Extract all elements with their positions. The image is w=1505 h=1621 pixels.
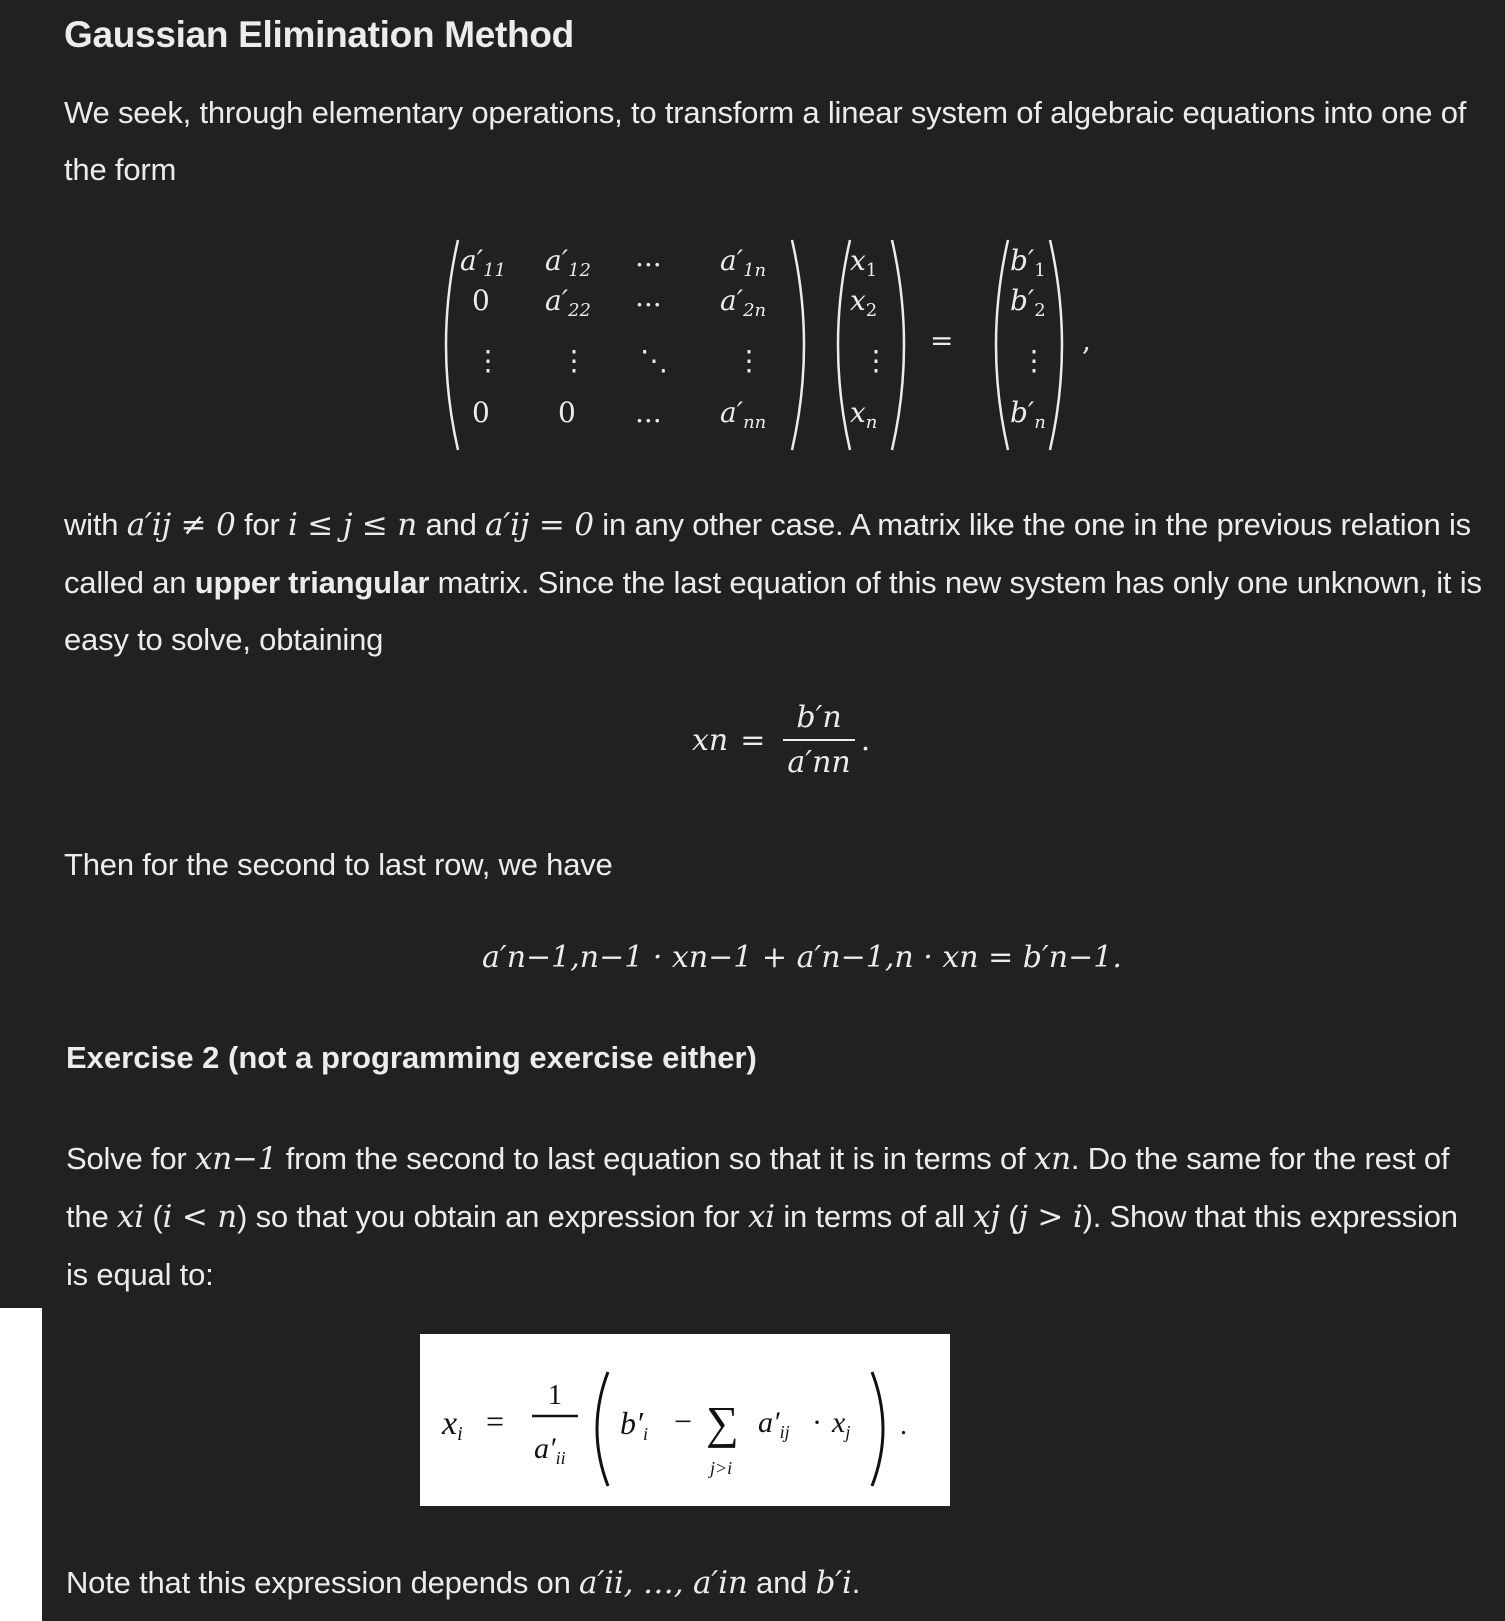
eq-xn-lhs: xn bbox=[692, 722, 729, 758]
rhs-vdots: ⋮ bbox=[1020, 344, 1048, 377]
left-paren-rhs bbox=[996, 240, 1008, 450]
math-xj: xj bbox=[973, 1199, 1000, 1235]
cell-a1n: $a'_{1n}$ bbox=[720, 244, 767, 281]
text-run: with bbox=[64, 507, 127, 542]
triangular-paragraph bbox=[64, 496, 1504, 668]
box-dot: · bbox=[812, 1406, 822, 1439]
box-equals: = bbox=[486, 1403, 505, 1439]
math-j-greater-i: j > i bbox=[1018, 1199, 1083, 1235]
cell-a2n: $a'_{2n}$ bbox=[720, 284, 767, 321]
boxed-formula bbox=[420, 1334, 950, 1506]
right-paren-unknowns bbox=[892, 240, 904, 450]
text-run: in any other case. A matrix like the one in the previous relation is called an bbox=[64, 507, 1471, 600]
cell-a12: $a'_{12}$ bbox=[545, 244, 591, 281]
box-numerator: 1 bbox=[548, 1380, 562, 1411]
math-coefficients: a′ii, …, a′in bbox=[579, 1565, 748, 1601]
box-period: . bbox=[900, 1410, 907, 1441]
note-paragraph bbox=[66, 1554, 860, 1612]
intro-paragraph: We seek, through elementary operations, to transform a linear system of algebraic equations into one of the form bbox=[64, 95, 1467, 187]
cell-ddots: ⋱ bbox=[640, 344, 668, 377]
cell-a11: $a'_{11}$ bbox=[460, 244, 506, 281]
text-run: . bbox=[851, 1565, 861, 1600]
rhs-bn: $b'_n$ bbox=[1010, 396, 1046, 433]
text-run: matrix. Since the last equation of this new system has only one unknown, it is easy to solve, obtaining bbox=[64, 565, 1482, 657]
cell-zero-21: 0 bbox=[472, 284, 490, 317]
box-minus: − bbox=[674, 1403, 693, 1439]
math-b-i: b′i bbox=[815, 1565, 852, 1601]
comma: , bbox=[1082, 324, 1091, 357]
text-run: in terms of all bbox=[774, 1199, 974, 1234]
text-run: from the second to last equation so that it is in terms of bbox=[277, 1141, 1034, 1176]
cell-dots-2: ... bbox=[635, 280, 662, 313]
text-run: for bbox=[235, 507, 289, 542]
cell-vdots-2: ⋮ bbox=[560, 344, 588, 377]
math-i-less-n: i < n bbox=[162, 1199, 238, 1235]
math-xn: xn bbox=[1033, 1141, 1071, 1177]
unknown-x1: $x_1$ bbox=[850, 244, 878, 281]
cell-zero-n2: 0 bbox=[558, 396, 576, 429]
equals-sign: = bbox=[930, 324, 954, 357]
right-paren-rhs bbox=[1050, 240, 1062, 450]
eq-xn-fraction bbox=[783, 700, 854, 780]
cell-dots-n: ... bbox=[635, 396, 662, 429]
second-row-intro: Then for the second to last row, we have bbox=[64, 847, 613, 882]
eq-xn-numerator: b′n bbox=[796, 700, 842, 735]
text-run: Note that this expression depends on bbox=[66, 1565, 580, 1600]
rhs-b1: $b'_1$ bbox=[1010, 244, 1046, 281]
text-run: ) so that you obtain an expression for bbox=[237, 1199, 748, 1234]
exercise-paragraph bbox=[66, 1130, 1486, 1303]
box-b-i: b′i bbox=[620, 1405, 649, 1444]
box-sum-index: j>i bbox=[710, 1458, 733, 1478]
text-run: ). Show that this expression is equal to: bbox=[66, 1199, 1458, 1292]
unknown-x2: $x_2$ bbox=[850, 284, 878, 321]
cell-dots-1: ... bbox=[635, 240, 662, 273]
math-xn-1: xn−1 bbox=[194, 1141, 278, 1177]
text-run: ( bbox=[999, 1199, 1019, 1234]
equation-second-row: a′n−1,n−1 · xn−1 + a′n−1,n · xn = b′n−1. bbox=[482, 940, 1122, 975]
box-x-j: $x_j$ bbox=[832, 1406, 851, 1442]
text-run: and bbox=[747, 1565, 816, 1600]
math-xi: xi bbox=[116, 1199, 144, 1235]
exercise-heading: Exercise 2 (not a programming exercise either) bbox=[66, 1040, 757, 1075]
text-run: . Do the same for the rest of the bbox=[66, 1141, 1450, 1234]
math-nonzero-condition: a′ij ≠ 0 bbox=[126, 507, 236, 543]
cell-ann: $a'_{nn}$ bbox=[720, 396, 767, 433]
rhs-b2: $b'_2$ bbox=[1010, 284, 1046, 321]
eq-xn-denominator: a′nn bbox=[783, 739, 854, 780]
box-sigma: ∑ bbox=[706, 1397, 739, 1448]
cell-vdots-3: ⋮ bbox=[735, 344, 763, 377]
box-denominator: $a'_{ii}$ bbox=[534, 1432, 566, 1468]
box-left-paren bbox=[597, 1372, 608, 1486]
unknown-xn: $x_n$ bbox=[850, 396, 878, 433]
matrix-equation bbox=[430, 230, 1110, 460]
right-paren-matrix bbox=[792, 240, 804, 450]
math-xi-2: xi bbox=[747, 1199, 775, 1235]
text-run: and bbox=[417, 507, 486, 542]
bold-term-upper-triangular: upper triangular bbox=[194, 565, 430, 600]
math-index-condition: i ≤ j ≤ n bbox=[288, 507, 418, 543]
equation-xn: xn = $\frac{b'n}{a'nn}$ . bbox=[692, 700, 871, 780]
box-a-ij: $a'_{ij}$ bbox=[758, 1406, 790, 1442]
text-run: ( bbox=[143, 1199, 163, 1234]
cell-zero-n1: 0 bbox=[472, 396, 490, 429]
left-paren-matrix bbox=[446, 240, 458, 450]
cell-a22: $a'_{22}$ bbox=[545, 284, 591, 321]
boxed-formula-svg bbox=[420, 1334, 950, 1506]
unknown-vdots: ⋮ bbox=[862, 344, 890, 377]
left-paren-unknowns bbox=[838, 240, 850, 450]
cell-vdots-1: ⋮ bbox=[474, 344, 502, 377]
math-zero-condition: a′ij = 0 bbox=[485, 507, 594, 543]
box-lhs-x: xi bbox=[442, 1405, 463, 1445]
text-run: Solve for bbox=[66, 1141, 195, 1176]
page-title: Gaussian Elimination Method bbox=[64, 14, 574, 55]
box-right-paren bbox=[872, 1372, 883, 1486]
